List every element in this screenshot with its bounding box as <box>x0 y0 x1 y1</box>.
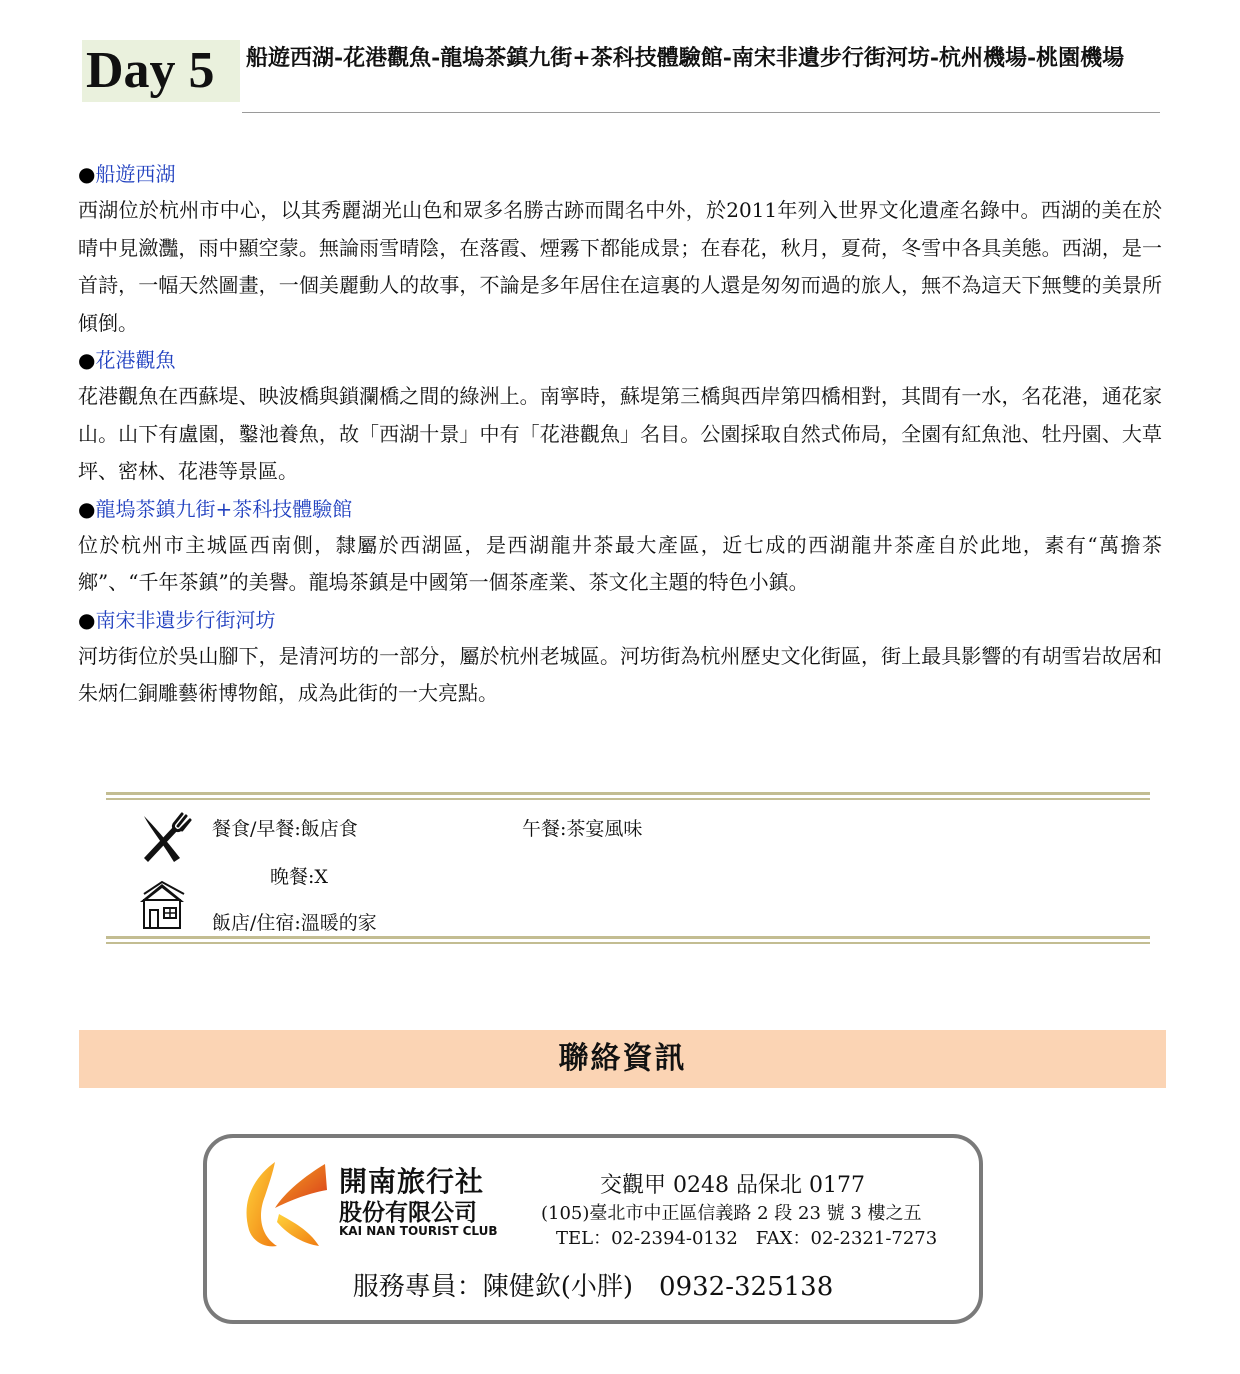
section-heading-longwu <box>78 491 1162 527</box>
dinner-label: 晚餐:X <box>270 866 328 888</box>
section-body-huagang: 花港觀魚在西蘇堤、映波橋與鎖瀾橋之間的綠洲上。南寧時，蘇堤第三橋與西岸第四橋相對，其間有一水，名花港，通花家山。山下有盧園，鑿池養魚，故「西湖十景」中有「花港觀魚」名目。公園採取自然式佈局，全園有紅魚池、牡丹園、大草坪、密林、花港等景區。 <box>78 384 1162 483</box>
company-address: (105)臺北市中正區信義路 2 段 23 號 3 樓之五 <box>541 1203 922 1224</box>
bullet-icon: ● <box>78 162 96 186</box>
meal-hotel-box <box>106 792 1150 946</box>
day-label: Day 5 <box>82 40 240 102</box>
breakfast-label: 餐食/早餐:飯店食 <box>212 818 358 840</box>
section-title: 船遊西湖 <box>95 162 176 186</box>
fork-knife-icon <box>136 810 194 868</box>
company-suffix: 股份有限公司 <box>339 1200 477 1226</box>
bullet-icon: ● <box>78 496 96 521</box>
section-title: 南宋非遺步行街河坊 <box>95 607 276 632</box>
bullet-icon: ● <box>78 348 96 372</box>
section-body-west-lake: 西湖位於杭州市中心，以其秀麗湖光山色和眾多名勝古跡而聞名中外，於2011年列入世界文化遺產名錄中。西湖的美在於晴中見瀲灩，雨中顯空蒙。無論雨雪晴陰，在落霞、煙霧下都能成景；在春花，秋月，夏荷，冬雪中各具美態。西湖，是一首詩，一幅天然圖畫，一個美麗動人的故事，不論是多年居住在這裏的人還是匆匆而過的旅人，無不為這天下無雙的美景所傾倒。 <box>78 198 1162 335</box>
section-heading-huagang <box>78 342 1162 378</box>
company-contact-card <box>203 1134 983 1324</box>
company-name: 開南旅行社 <box>339 1165 485 1198</box>
phone-fax: TEL：02-2394-0132 FAX：02-2321-7273 <box>556 1228 938 1249</box>
hotel-label: 飯店/住宿:溫暖的家 <box>212 912 377 934</box>
section-title: 花港觀魚 <box>95 348 176 372</box>
kai-nan-logo-icon <box>235 1156 331 1252</box>
day-itinerary-title: 船遊西湖-花港觀魚-龍塢茶鎮九街+茶科技體驗館-南宋非遺步行街河坊-杭州機場-桃園機場 <box>246 45 1125 71</box>
section-title: 龍塢茶鎮九街+茶科技體驗館 <box>95 496 353 521</box>
bottom-divider <box>106 936 1150 944</box>
section-heading-hefang <box>78 602 1162 638</box>
contact-info-heading: 聯絡資訊 <box>79 1030 1166 1088</box>
bullet-icon: ● <box>78 607 96 632</box>
itinerary-content <box>78 156 1162 713</box>
section-body-longwu: 位於杭州市主城區西南側，隸屬於西湖區，是西湖龍井茶最大產區，近七成的西湖龍井茶產自於此地，素有“萬擔茶鄉”、“千年茶鎮”的美譽。龍塢茶鎮是中國第一個茶產業、茶文化主題的特色小鎮。 <box>78 532 1162 594</box>
license-numbers: 交觀甲 0248 品保北 0177 <box>600 1173 865 1198</box>
lunch-label: 午餐:茶宴風味 <box>522 818 643 840</box>
company-english-name: KAI NAN TOURIST CLUB <box>339 1224 498 1238</box>
house-icon <box>136 880 188 930</box>
top-divider <box>106 792 1150 800</box>
section-body-hefang: 河坊街位於吳山腳下，是清河坊的一部分，屬於杭州老城區。河坊街為杭州歷史文化街區，街上最具影響的有胡雪岩故居和朱炳仁銅雕藝術博物館，成為此街的一大亮點。 <box>78 643 1162 705</box>
service-agent: 服務專員：陳健欽(小胖) 0932-325138 <box>352 1272 834 1302</box>
section-heading-west-lake <box>78 156 1162 192</box>
title-underline <box>242 112 1160 113</box>
